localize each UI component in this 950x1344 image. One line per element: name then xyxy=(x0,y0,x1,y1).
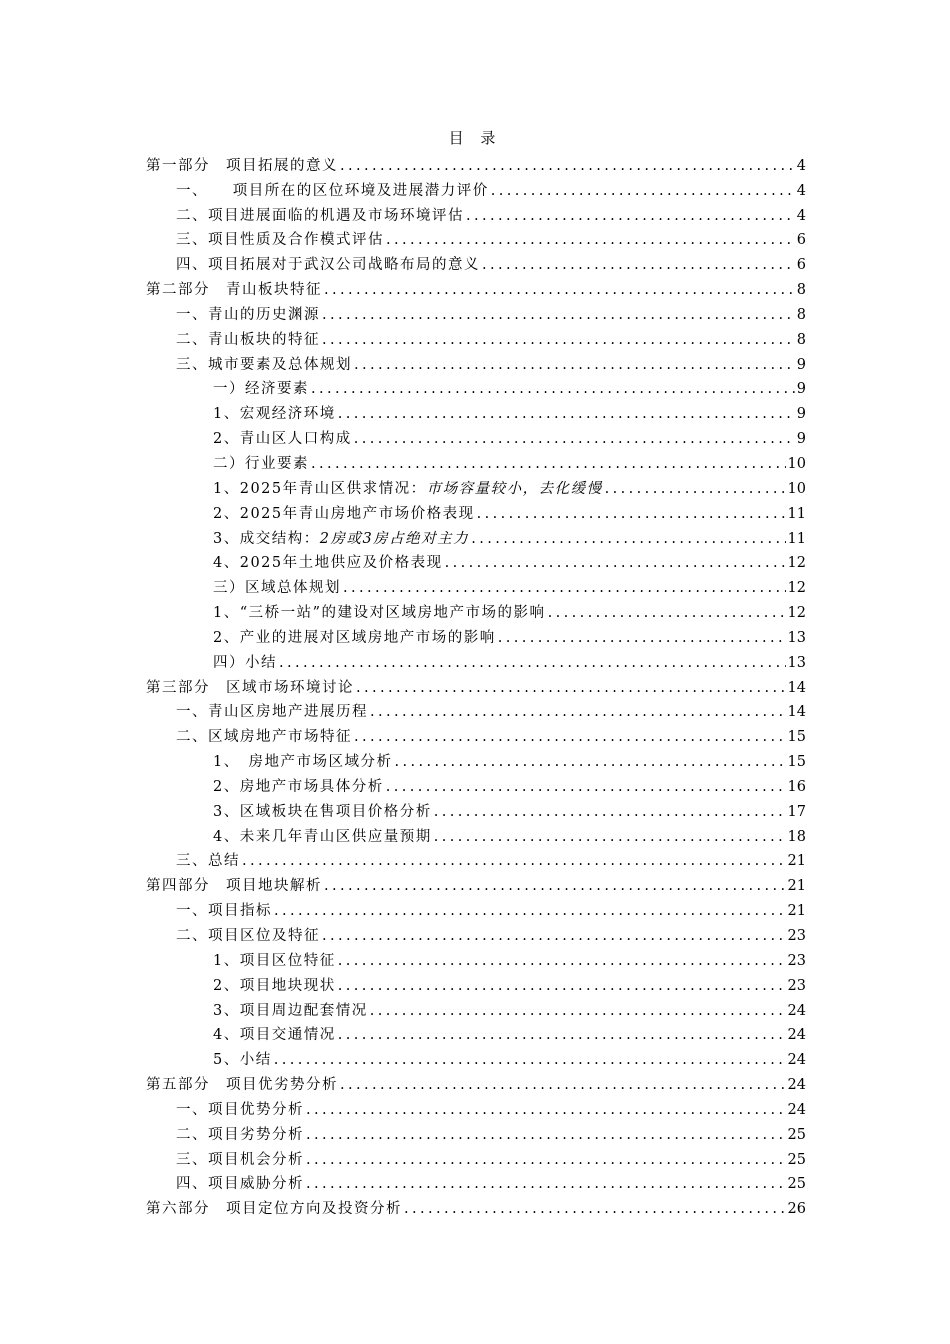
toc-page-number: 26 xyxy=(787,1201,806,1218)
toc-entry[interactable] xyxy=(146,150,806,175)
toc-leader-dots xyxy=(354,430,795,448)
toc-page-number: 25 xyxy=(787,1126,806,1143)
toc-entry-label: 四）小结 xyxy=(213,654,277,671)
toc-page-number: 9 xyxy=(796,431,806,448)
toc-leader-dots xyxy=(605,480,786,498)
toc-leader-dots xyxy=(370,703,786,721)
toc-entry[interactable] xyxy=(146,1193,806,1218)
toc-leader-dots xyxy=(338,952,786,970)
toc-entry[interactable] xyxy=(146,349,806,374)
toc-entry[interactable] xyxy=(146,970,806,995)
toc-page-number: 9 xyxy=(796,406,806,423)
toc-leader-dots xyxy=(466,207,795,225)
toc-leader-dots xyxy=(354,728,786,746)
toc-page-number: 13 xyxy=(787,654,806,671)
toc-page-number: 12 xyxy=(787,555,806,572)
toc-entry-label: 二、项目进展面临的机遇及市场环境评估 xyxy=(176,207,464,224)
toc-leader-dots xyxy=(434,828,786,846)
toc-entry[interactable] xyxy=(146,647,806,672)
toc-entry-label: 1、 房地产市场区域分析 xyxy=(213,754,393,771)
toc-entry-label: 3、区域板块在售项目价格分析 xyxy=(213,803,432,820)
toc-entry-label: 4、项目交通情况 xyxy=(213,1027,336,1044)
toc-leader-dots xyxy=(434,803,786,821)
toc-page-number: 13 xyxy=(787,629,806,646)
toc-entry[interactable] xyxy=(146,721,806,746)
toc-leader-dots xyxy=(279,654,786,672)
toc-leader-dots xyxy=(306,1151,786,1169)
toc-entry-text xyxy=(176,231,384,249)
toc-page-number: 6 xyxy=(796,257,806,274)
toc-entry-text xyxy=(213,803,432,821)
toc-entry[interactable] xyxy=(146,1169,806,1194)
toc-entry-text xyxy=(146,157,338,175)
toc-entry-text xyxy=(213,828,432,846)
toc-entry[interactable] xyxy=(146,423,806,448)
toc-entry-label: 1、项目区位特征 xyxy=(213,952,336,969)
toc-leader-dots xyxy=(548,604,786,622)
toc-page-number: 10 xyxy=(787,480,806,497)
toc-entry[interactable] xyxy=(146,945,806,970)
toc-entry-text xyxy=(213,629,496,647)
toc-entry-label: 四、项目威胁分析 xyxy=(176,1176,304,1193)
toc-entry[interactable] xyxy=(146,473,806,498)
toc-entry-text xyxy=(176,852,240,870)
toc-entry-label: 三、项目性质及合作模式评估 xyxy=(176,232,384,249)
toc-leader-dots xyxy=(311,455,786,473)
toc-entry[interactable] xyxy=(146,1119,806,1144)
toc-leader-dots xyxy=(322,927,786,945)
toc-entry-italic-label: 2房或3房占绝对主力 xyxy=(319,530,470,547)
toc-leader-dots xyxy=(386,778,786,796)
toc-leader-dots xyxy=(343,579,786,597)
toc-entry-text xyxy=(213,430,352,448)
toc-entry[interactable] xyxy=(146,498,806,523)
toc-page-number: 18 xyxy=(787,828,806,845)
toc-page-number: 15 xyxy=(787,729,806,746)
toc-page-number: 24 xyxy=(787,1077,806,1094)
toc-entry-label: 一、 项目所在的区位环境及进展潜力评价 xyxy=(176,182,489,199)
toc-page-number: 11 xyxy=(787,530,806,547)
toc-entry-label: 三、项目机会分析 xyxy=(176,1151,304,1168)
toc-leader-dots xyxy=(306,1175,786,1193)
toc-page-number: 25 xyxy=(787,1176,806,1193)
toc-entry-text xyxy=(176,331,320,349)
toc-entry-text xyxy=(213,778,384,796)
toc-entry[interactable] xyxy=(146,274,806,299)
toc-entry-label: 第三部分 区域市场环境讨论 xyxy=(146,679,354,696)
toc-page-number: 21 xyxy=(787,853,806,870)
toc-page-number: 16 xyxy=(787,778,806,795)
toc-entry[interactable] xyxy=(146,821,806,846)
toc-entry[interactable] xyxy=(146,398,806,423)
toc-entry-label: 3、项目周边配套情况 xyxy=(213,1002,368,1019)
toc-entry[interactable] xyxy=(146,1044,806,1069)
toc-entry-text xyxy=(176,927,320,945)
toc-page-number: 12 xyxy=(787,605,806,622)
toc-entry-text xyxy=(176,1151,304,1169)
toc-entry-text xyxy=(146,679,354,697)
toc-entry-label: 2、项目地块现状 xyxy=(213,977,336,994)
toc-entry-label: 三）区域总体规划 xyxy=(213,580,341,597)
toc-entry-label: 2、产业的进展对区域房地产市场的影响 xyxy=(213,629,496,646)
toc-entry-text xyxy=(146,1076,338,1094)
toc-leader-dots xyxy=(354,356,795,374)
toc-entry[interactable] xyxy=(146,597,806,622)
toc-entry-label: 第五部分 项目优劣势分析 xyxy=(146,1077,338,1094)
toc-entry[interactable] xyxy=(146,1069,806,1094)
toc-leader-dots xyxy=(322,306,795,324)
toc-entry-text xyxy=(213,604,546,622)
toc-entry[interactable] xyxy=(146,771,806,796)
toc-entry[interactable] xyxy=(146,746,806,771)
toc-entry-label: 1、“三桥一站”的建设对区域房地产市场的影响 xyxy=(213,605,546,622)
toc-page-number: 9 xyxy=(796,381,806,398)
toc-leader-dots xyxy=(482,256,795,274)
toc-entry-text xyxy=(176,306,320,324)
toc-entry-label: 1、宏观经济环境 xyxy=(213,406,336,423)
toc-entry[interactable] xyxy=(146,697,806,722)
toc-entry[interactable] xyxy=(146,1094,806,1119)
toc-entry[interactable] xyxy=(146,1020,806,1045)
toc-entry-text xyxy=(176,728,352,746)
toc-leader-dots xyxy=(306,1101,786,1119)
toc-entry-label: 4、未来几年青山区供应量预期 xyxy=(213,828,432,845)
toc-page-number: 24 xyxy=(787,1052,806,1069)
toc-leader-dots xyxy=(356,679,786,697)
toc-entry[interactable] xyxy=(146,324,806,349)
toc-entry-text xyxy=(213,1026,336,1044)
toc-leader-dots xyxy=(274,902,786,920)
toc-leader-dots xyxy=(338,977,786,995)
toc-entry-text xyxy=(176,1126,304,1144)
toc-title: 目 录 xyxy=(448,129,502,147)
toc-entry[interactable] xyxy=(146,448,806,473)
toc-entry-text xyxy=(176,703,368,721)
toc-page-number: 23 xyxy=(787,928,806,944)
toc-entry[interactable] xyxy=(146,548,806,573)
toc-page-number: 8 xyxy=(796,306,806,323)
toc-entry-label: 3、成交结构： xyxy=(213,530,320,547)
toc-entry-text xyxy=(213,505,475,523)
toc-entry[interactable] xyxy=(146,572,806,597)
toc-entry-text xyxy=(176,1101,304,1119)
toc-entry-label: 四、项目拓展对于武汉公司战略布局的意义 xyxy=(176,257,480,274)
toc-entry[interactable] xyxy=(146,672,806,697)
toc-leader-dots xyxy=(338,405,795,423)
toc-entry[interactable] xyxy=(146,796,806,821)
toc-entry-label: 2、房地产市场具体分析 xyxy=(213,778,384,795)
toc-entry-label: 一）经济要素 xyxy=(213,381,309,398)
toc-entry[interactable] xyxy=(146,1144,806,1169)
toc-page-number: 4 xyxy=(796,207,806,224)
toc-page-number: 24 xyxy=(787,1101,806,1118)
toc-entry[interactable] xyxy=(146,895,806,920)
toc-entry-text xyxy=(176,1175,304,1193)
toc-entry-label: 第二部分 青山板块特征 xyxy=(146,282,322,299)
toc-page-number: 8 xyxy=(796,282,806,299)
toc-page-number: 4 xyxy=(796,157,806,174)
toc-entry-label: 二）行业要素 xyxy=(213,455,309,472)
toc-leader-dots xyxy=(477,505,786,523)
toc-entry-text xyxy=(176,256,480,274)
toc-page-number: 24 xyxy=(787,1002,806,1019)
toc-leader-dots xyxy=(386,231,795,249)
toc-entry-text xyxy=(213,530,469,548)
toc-entry-label: 5、小结 xyxy=(213,1052,272,1069)
toc-leader-dots xyxy=(311,380,795,398)
toc-entry-text xyxy=(213,654,277,672)
toc-leader-dots xyxy=(404,1200,786,1218)
toc-page-number: 14 xyxy=(787,679,806,696)
toc-leader-dots xyxy=(471,530,785,548)
toc-leader-dots xyxy=(394,753,785,771)
toc-entry[interactable] xyxy=(146,249,806,274)
toc-entry-text xyxy=(213,480,603,498)
toc-entry-text xyxy=(146,1200,402,1218)
toc-entry-text xyxy=(213,380,309,398)
toc-entry-label: 一、青山区房地产进展历程 xyxy=(176,704,368,721)
toc-page-number: 24 xyxy=(787,1027,806,1044)
toc-leader-dots xyxy=(491,182,795,200)
toc-entry[interactable] xyxy=(146,870,806,895)
toc-entry-label: 一、项目优势分析 xyxy=(176,1101,304,1118)
toc-page-number: 8 xyxy=(796,331,806,348)
toc-entry-text xyxy=(176,207,464,225)
toc-page-number: 9 xyxy=(796,356,806,373)
toc-entry[interactable] xyxy=(146,175,806,200)
toc-entry-label: 第四部分 项目地块解析 xyxy=(146,878,322,895)
toc-page-number: 21 xyxy=(787,903,806,920)
toc-entry-text xyxy=(176,902,272,920)
toc-entry[interactable] xyxy=(146,225,806,250)
toc-leader-dots xyxy=(324,281,795,299)
toc-entry-text xyxy=(213,455,309,473)
toc-page-number: 21 xyxy=(787,878,806,895)
toc-leader-dots xyxy=(338,1026,786,1044)
toc-entry[interactable] xyxy=(146,846,806,871)
toc-entry[interactable] xyxy=(146,995,806,1020)
toc-page-number: 15 xyxy=(787,754,806,771)
toc-leader-dots xyxy=(242,852,786,870)
toc-entry-label: 2、青山区人口构成 xyxy=(213,431,352,448)
toc-entry-text xyxy=(176,356,352,374)
toc-entry-text xyxy=(213,753,392,771)
toc-leader-dots xyxy=(498,629,786,647)
toc-page-number: 6 xyxy=(796,232,806,249)
toc-leader-dots xyxy=(340,1076,786,1094)
toc-entry[interactable] xyxy=(146,622,806,647)
toc-entry[interactable] xyxy=(146,920,806,945)
toc-entry-label: 二、区域房地产市场特征 xyxy=(176,729,352,746)
toc-entry-text xyxy=(213,1002,368,1020)
toc-entry-label: 第一部分 项目拓展的意义 xyxy=(146,157,338,174)
toc-entry-label: 2、2025年青山房地产市场价格表现 xyxy=(213,505,475,522)
toc-entry-label: 二、项目区位及特征 xyxy=(176,928,320,944)
toc-entry-label: 1、2025年青山区供求情况： xyxy=(213,480,427,497)
toc-entry-label: 三、城市要素及总体规划 xyxy=(176,356,352,373)
toc-entry[interactable] xyxy=(146,200,806,225)
toc-entry-text xyxy=(213,579,341,597)
toc-entry-text xyxy=(213,1051,272,1069)
toc-leader-dots xyxy=(324,877,786,895)
toc-entry-text xyxy=(146,877,322,895)
toc-entry-label: 一、项目指标 xyxy=(176,903,272,920)
toc-entry-label: 二、青山板块的特征 xyxy=(176,331,320,348)
toc-entry-text xyxy=(213,977,336,995)
toc-leader-dots xyxy=(306,1126,786,1144)
toc-page-number: 23 xyxy=(787,977,806,994)
toc-page-number: 4 xyxy=(796,182,806,199)
toc-entry-text xyxy=(213,554,443,572)
toc-entry-label: 4、2025年土地供应及价格表现 xyxy=(213,555,443,572)
toc-leader-dots xyxy=(340,157,795,175)
toc-page-number: 12 xyxy=(787,580,806,597)
toc-entry-text xyxy=(176,182,489,200)
toc-entry-label: 第六部分 项目定位方向及投资分析 xyxy=(146,1201,402,1218)
toc-leader-dots xyxy=(274,1051,786,1069)
toc-entry-italic-label: 市场容量较小，去化缓慢 xyxy=(426,480,603,497)
toc-entry-label: 二、项目劣势分析 xyxy=(176,1126,304,1143)
toc-page-number: 17 xyxy=(787,803,806,820)
toc-entry[interactable] xyxy=(146,374,806,399)
toc-leader-dots xyxy=(322,331,795,349)
toc-entry[interactable] xyxy=(146,523,806,548)
toc-entry[interactable] xyxy=(146,299,806,324)
toc-leader-dots xyxy=(370,1002,786,1020)
table-of-contents xyxy=(146,150,806,1218)
toc-page-number: 11 xyxy=(787,505,806,522)
toc-page-number: 25 xyxy=(787,1151,806,1168)
toc-entry-label: 三、总结 xyxy=(176,853,240,870)
toc-entry-label: 一、青山的历史渊源 xyxy=(176,306,320,323)
toc-page-number: 10 xyxy=(787,455,806,472)
toc-entry-text xyxy=(213,405,336,423)
toc-page-number: 14 xyxy=(787,704,806,721)
toc-page-number: 23 xyxy=(787,952,806,969)
toc-leader-dots xyxy=(445,554,786,572)
toc-entry-text xyxy=(146,281,322,299)
toc-entry-text xyxy=(213,952,336,970)
